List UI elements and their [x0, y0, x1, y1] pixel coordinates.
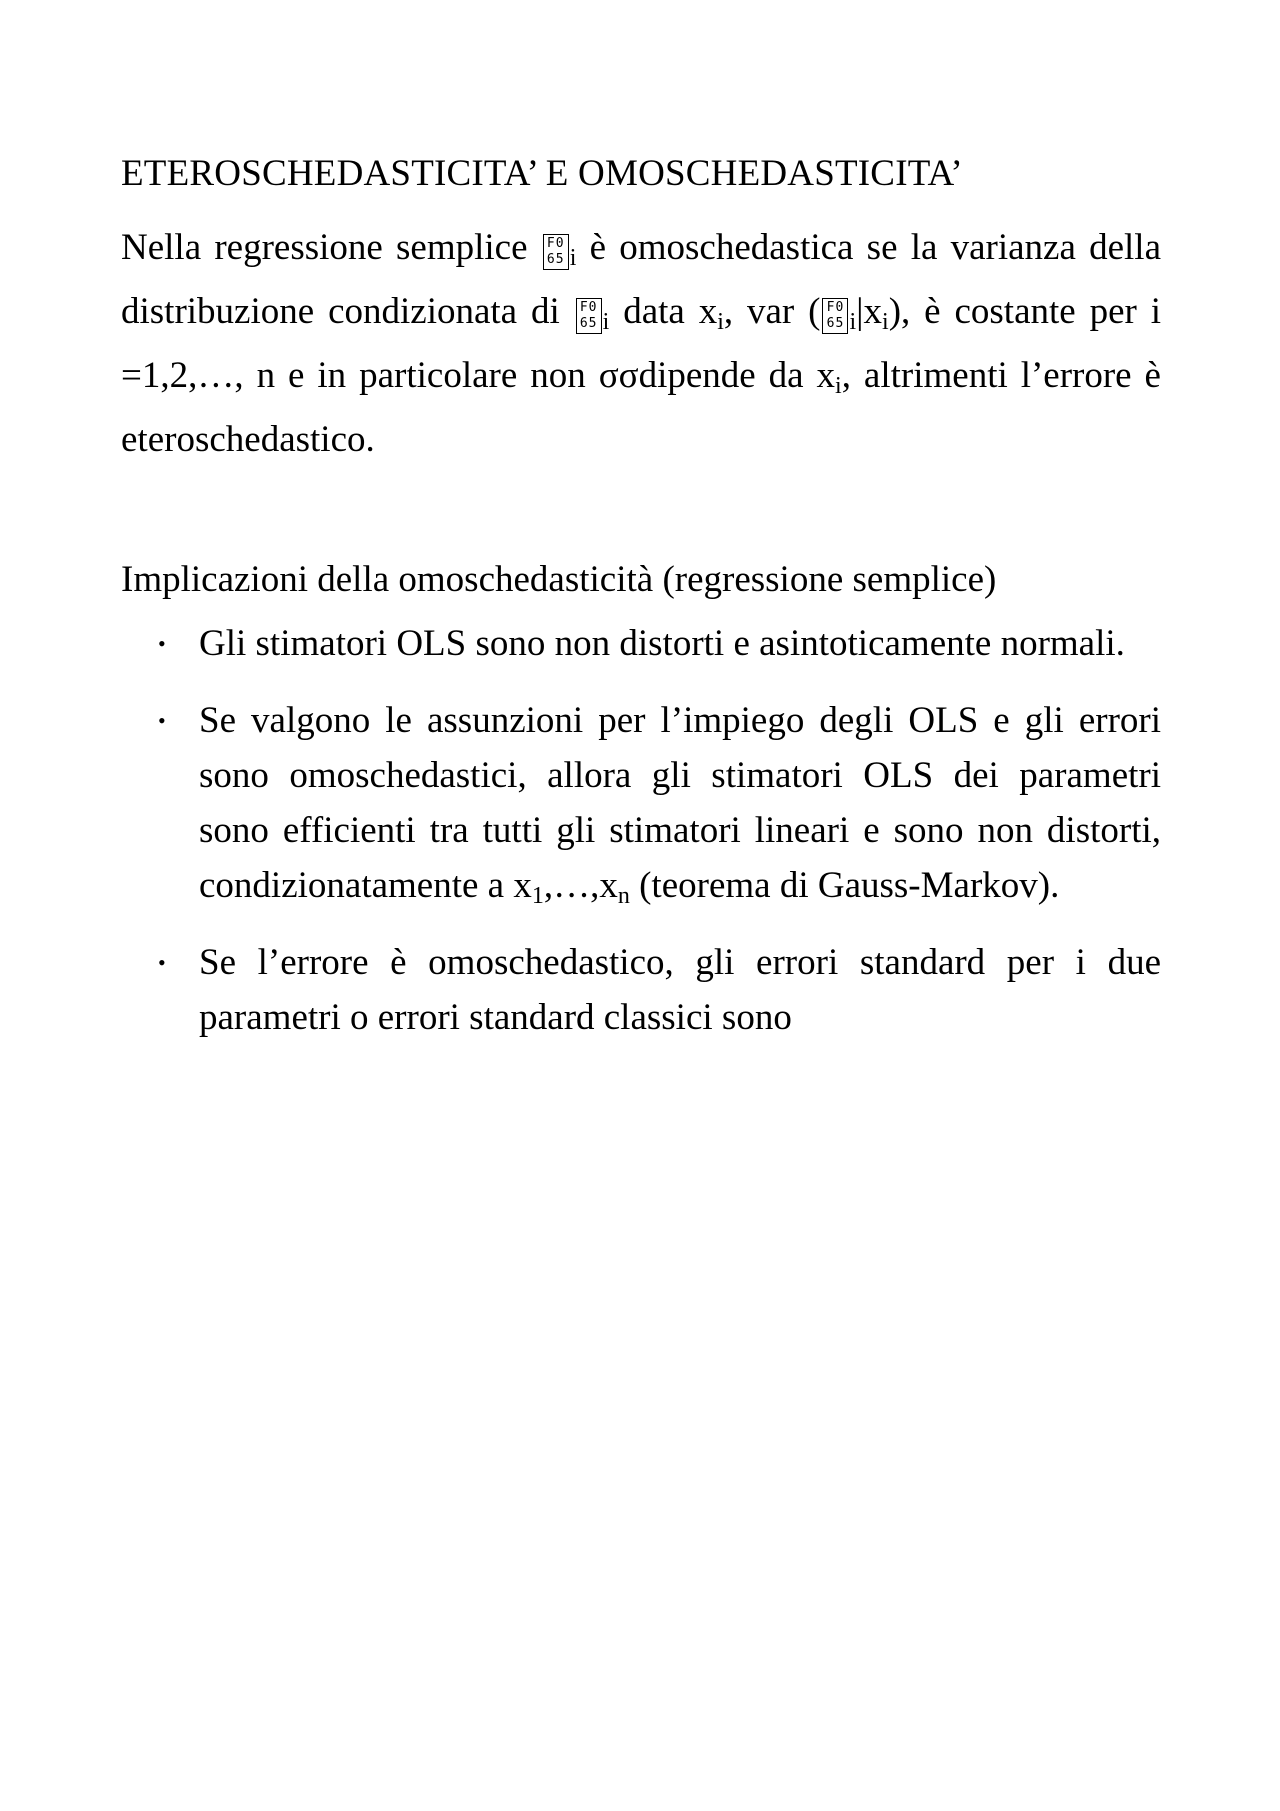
list-item: [121, 616, 1161, 671]
list-item: [121, 693, 1161, 913]
document-page: [121, 148, 1161, 1067]
implications-list: [121, 616, 1161, 1045]
section-subheading: Implicazioni della omoschedasticità (regressione semplice): [121, 559, 997, 600]
missing-glyph-icon: F0 65: [576, 298, 602, 334]
subscript-i: i: [717, 309, 724, 335]
text-run: data x: [609, 291, 718, 332]
bullet-icon: •: [158, 950, 166, 975]
text-run: |x: [856, 291, 883, 332]
missing-glyph-icon: F0 65: [543, 234, 569, 270]
list-item-text: Se l’errore è omoschedastico, gli errori standard per i due parametri o errori standard classici sono: [199, 942, 1161, 1038]
text-run: ), è costante per i =1,2,…, n e in particolare non σσdipende da x: [121, 291, 1161, 396]
subscript-i: i: [569, 245, 577, 271]
text-run: , var (: [723, 291, 821, 332]
text-run: è omoschedastica se la varianza della distribuzione condizionata di: [121, 227, 1162, 332]
text-run: Nella regressione semplice: [121, 227, 541, 268]
definition-paragraph: [121, 216, 1161, 472]
missing-glyph-icon: F0 65: [822, 298, 848, 334]
subscript-1: 1: [531, 883, 544, 909]
bullet-icon: •: [158, 708, 166, 733]
document-title: ETEROSCHEDASTICITA’ E OMOSCHEDASTICITA’: [121, 153, 963, 194]
subscript-i: i: [602, 309, 610, 335]
list-item: [121, 935, 1161, 1045]
subscript-i: i: [849, 309, 857, 335]
subscript-i: i: [835, 373, 842, 399]
list-item-text: Se valgono le assunzioni per l’impiego degli OLS e gli errori sono omoschedastici, allora gli stimatori OLS dei parametri sono efficienti tra tutti gli stimatori lineari e sono non distorti, condizionatamente a $x_1,\dots,x_n$ (teorema di Gauss-Markov).: [199, 700, 1161, 909]
subscript-i: i: [882, 309, 889, 335]
bullet-icon: •: [158, 631, 166, 656]
list-item-text: Gli stimatori OLS sono non distorti e asintoticamente normali.: [199, 623, 1125, 664]
subscript-n: n: [617, 883, 630, 909]
text-run: , altrimenti l’errore è eteroschedastico.: [121, 355, 1161, 460]
